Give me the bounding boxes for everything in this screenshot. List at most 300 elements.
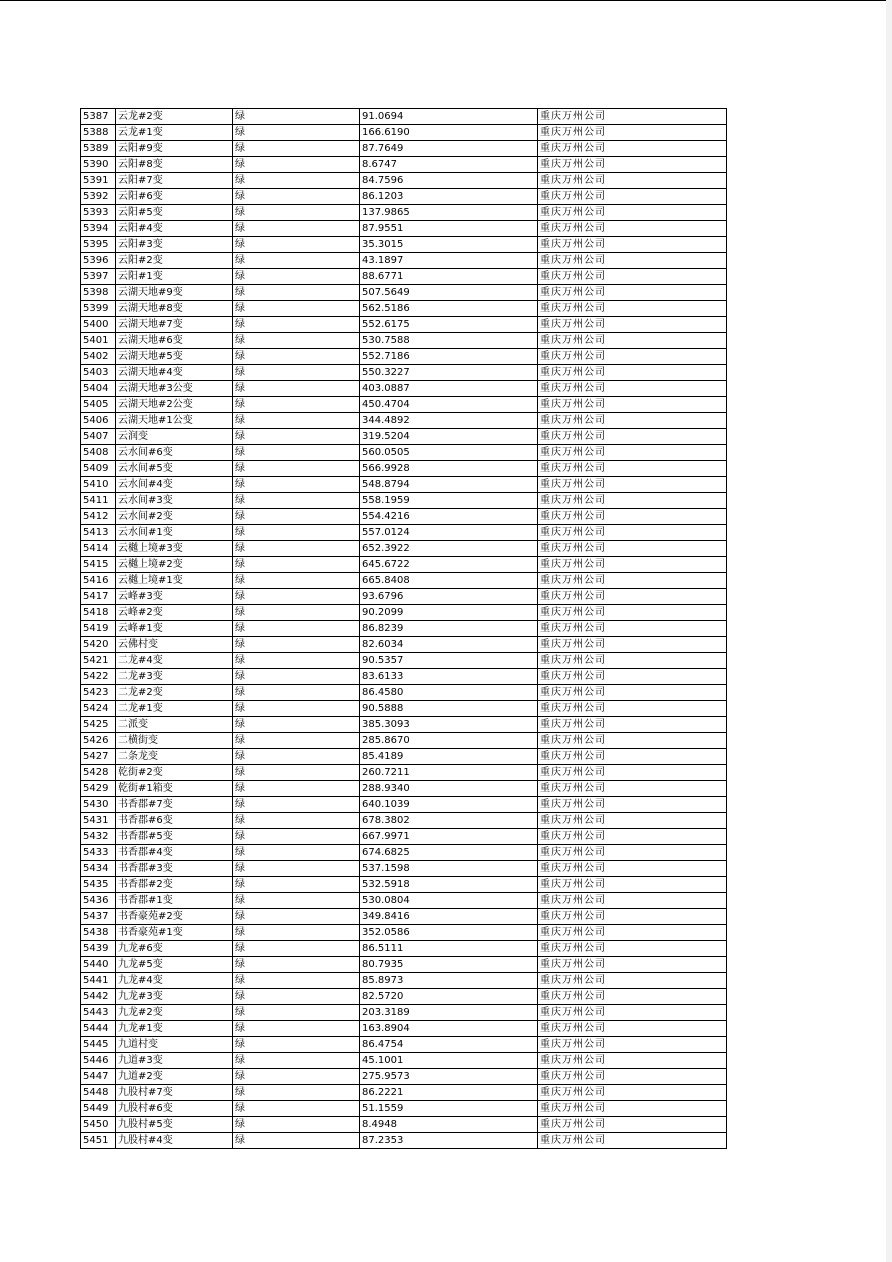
company-cell: 重庆万州公司 [538, 1053, 727, 1069]
table-row [81, 173, 727, 189]
status-color-cell: 绿 [233, 365, 360, 381]
table-row [81, 381, 727, 397]
value-cell: 87.9551 [360, 221, 538, 237]
transformer-name-cell: 云水间#5变 [116, 461, 233, 477]
company-cell: 重庆万州公司 [538, 221, 727, 237]
transformer-name-cell: 云峰#2变 [116, 605, 233, 621]
table-row [81, 829, 727, 845]
value-cell: 665.8408 [360, 573, 538, 589]
company-cell: 重庆万州公司 [538, 637, 727, 653]
table-row [81, 269, 727, 285]
transformer-name-cell: 云湖天地#7变 [116, 317, 233, 333]
company-cell: 重庆万州公司 [538, 685, 727, 701]
transformer-name-cell: 云阳#9变 [116, 141, 233, 157]
company-cell: 重庆万州公司 [538, 701, 727, 717]
status-color-cell: 绿 [233, 477, 360, 493]
status-color-cell: 绿 [233, 653, 360, 669]
company-cell: 重庆万州公司 [538, 285, 727, 301]
transformer-name-cell: 二龙#3变 [116, 669, 233, 685]
value-cell: 507.5649 [360, 285, 538, 301]
company-cell: 重庆万州公司 [538, 717, 727, 733]
table-row [81, 541, 727, 557]
row-id-cell: 5443 [81, 1005, 116, 1021]
transformer-name-cell: 云阳#3变 [116, 237, 233, 253]
transformer-name-cell: 云峰#3变 [116, 589, 233, 605]
row-id-cell: 5437 [81, 909, 116, 925]
row-id-cell: 5402 [81, 349, 116, 365]
row-id-cell: 5406 [81, 413, 116, 429]
transformer-name-cell: 云龙#2变 [116, 109, 233, 125]
company-cell: 重庆万州公司 [538, 541, 727, 557]
transformer-name-cell: 云阳#1变 [116, 269, 233, 285]
transformer-name-cell: 云阳#8变 [116, 157, 233, 173]
page-top-border [0, 0, 892, 1]
row-id-cell: 5440 [81, 957, 116, 973]
value-cell: 87.2353 [360, 1133, 538, 1149]
table-row [81, 605, 727, 621]
value-cell: 82.5720 [360, 989, 538, 1005]
status-color-cell: 绿 [233, 173, 360, 189]
row-id-cell: 5448 [81, 1085, 116, 1101]
value-cell: 85.8973 [360, 973, 538, 989]
status-color-cell: 绿 [233, 861, 360, 877]
table-row [81, 285, 727, 301]
company-cell: 重庆万州公司 [538, 621, 727, 637]
company-cell: 重庆万州公司 [538, 957, 727, 973]
row-id-cell: 5411 [81, 493, 116, 509]
company-cell: 重庆万州公司 [538, 365, 727, 381]
status-color-cell: 绿 [233, 125, 360, 141]
table-row [81, 1005, 727, 1021]
value-cell: 403.0887 [360, 381, 538, 397]
value-cell: 352.0586 [360, 925, 538, 941]
company-cell: 重庆万州公司 [538, 925, 727, 941]
status-color-cell: 绿 [233, 269, 360, 285]
table-row [81, 157, 727, 173]
company-cell: 重庆万州公司 [538, 397, 727, 413]
value-cell: 86.8239 [360, 621, 538, 637]
table-row [81, 941, 727, 957]
table-row [81, 1101, 727, 1117]
status-color-cell: 绿 [233, 1005, 360, 1021]
transformer-name-cell: 九股村#4变 [116, 1133, 233, 1149]
transformer-name-cell: 九龙#6变 [116, 941, 233, 957]
status-color-cell: 绿 [233, 1085, 360, 1101]
company-cell: 重庆万州公司 [538, 669, 727, 685]
transformer-name-cell: 书香郡#1变 [116, 893, 233, 909]
table-row [81, 621, 727, 637]
status-color-cell: 绿 [233, 1021, 360, 1037]
company-cell: 重庆万州公司 [538, 525, 727, 541]
transformer-name-cell: 云水间#1变 [116, 525, 233, 541]
company-cell: 重庆万州公司 [538, 477, 727, 493]
transformer-name-cell: 云水间#6变 [116, 445, 233, 461]
transformer-name-cell: 九股村#6变 [116, 1101, 233, 1117]
table-row [81, 125, 727, 141]
status-color-cell: 绿 [233, 941, 360, 957]
status-color-cell: 绿 [233, 765, 360, 781]
table-row [81, 493, 727, 509]
row-id-cell: 5431 [81, 813, 116, 829]
company-cell: 重庆万州公司 [538, 173, 727, 189]
transformer-name-cell: 云湖天地#5变 [116, 349, 233, 365]
table-row [81, 781, 727, 797]
value-cell: 532.5918 [360, 877, 538, 893]
value-cell: 652.3922 [360, 541, 538, 557]
status-color-cell: 绿 [233, 925, 360, 941]
transformer-name-cell: 云樾上境#3变 [116, 541, 233, 557]
transformer-name-cell: 九龙#3变 [116, 989, 233, 1005]
company-cell: 重庆万州公司 [538, 1021, 727, 1037]
transformer-name-cell: 九龙#2变 [116, 1005, 233, 1021]
transformer-name-cell: 书香豪苑#2变 [116, 909, 233, 925]
company-cell: 重庆万州公司 [538, 781, 727, 797]
status-color-cell: 绿 [233, 813, 360, 829]
value-cell: 43.1897 [360, 253, 538, 269]
page-edge-strip [886, 0, 892, 1262]
transformer-name-cell: 云湖天地#2公变 [116, 397, 233, 413]
value-cell: 530.0804 [360, 893, 538, 909]
transformer-name-cell: 云湖天地#1公变 [116, 413, 233, 429]
value-cell: 288.9340 [360, 781, 538, 797]
transformer-name-cell: 九龙#4变 [116, 973, 233, 989]
transformer-name-cell: 云峰#1变 [116, 621, 233, 637]
value-cell: 566.9928 [360, 461, 538, 477]
value-cell: 550.3227 [360, 365, 538, 381]
row-id-cell: 5388 [81, 125, 116, 141]
row-id-cell: 5400 [81, 317, 116, 333]
row-id-cell: 5403 [81, 365, 116, 381]
company-cell: 重庆万州公司 [538, 765, 727, 781]
transformer-name-cell: 九龙#1变 [116, 1021, 233, 1037]
status-color-cell: 绿 [233, 301, 360, 317]
row-id-cell: 5394 [81, 221, 116, 237]
transformer-name-cell: 书香郡#7变 [116, 797, 233, 813]
transformer-name-cell: 云樾上境#1变 [116, 573, 233, 589]
status-color-cell: 绿 [233, 237, 360, 253]
table-row [81, 1085, 727, 1101]
status-color-cell: 绿 [233, 205, 360, 221]
row-id-cell: 5391 [81, 173, 116, 189]
row-id-cell: 5417 [81, 589, 116, 605]
row-id-cell: 5432 [81, 829, 116, 845]
table-row [81, 509, 727, 525]
company-cell: 重庆万州公司 [538, 733, 727, 749]
company-cell: 重庆万州公司 [538, 205, 727, 221]
status-color-cell: 绿 [233, 413, 360, 429]
value-cell: 552.7186 [360, 349, 538, 365]
status-color-cell: 绿 [233, 525, 360, 541]
transformer-name-cell: 二龙#4变 [116, 653, 233, 669]
company-cell: 重庆万州公司 [538, 349, 727, 365]
company-cell: 重庆万州公司 [538, 333, 727, 349]
value-cell: 645.6722 [360, 557, 538, 573]
table-row [81, 717, 727, 733]
row-id-cell: 5446 [81, 1053, 116, 1069]
transformer-name-cell: 云阳#2变 [116, 253, 233, 269]
value-cell: 203.3189 [360, 1005, 538, 1021]
value-cell: 45.1001 [360, 1053, 538, 1069]
table-row [81, 109, 727, 125]
table-row [81, 557, 727, 573]
status-color-cell: 绿 [233, 109, 360, 125]
company-cell: 重庆万州公司 [538, 989, 727, 1005]
value-cell: 674.6825 [360, 845, 538, 861]
table-row [81, 1117, 727, 1133]
transformer-name-cell: 云佛村变 [116, 637, 233, 653]
status-color-cell: 绿 [233, 333, 360, 349]
transformer-name-cell: 云湖天地#6变 [116, 333, 233, 349]
value-cell: 450.4704 [360, 397, 538, 413]
table-row [81, 413, 727, 429]
status-color-cell: 绿 [233, 317, 360, 333]
table-row [81, 333, 727, 349]
row-id-cell: 5404 [81, 381, 116, 397]
status-color-cell: 绿 [233, 461, 360, 477]
transformer-name-cell: 九道#3变 [116, 1053, 233, 1069]
value-cell: 163.8904 [360, 1021, 538, 1037]
company-cell: 重庆万州公司 [538, 109, 727, 125]
company-cell: 重庆万州公司 [538, 1069, 727, 1085]
table-row [81, 1021, 727, 1037]
company-cell: 重庆万州公司 [538, 1101, 727, 1117]
status-color-cell: 绿 [233, 157, 360, 173]
table-row [81, 237, 727, 253]
company-cell: 重庆万州公司 [538, 381, 727, 397]
transformer-name-cell: 九龙#5变 [116, 957, 233, 973]
row-id-cell: 5420 [81, 637, 116, 653]
transformer-data-table [80, 108, 727, 1149]
value-cell: 552.6175 [360, 317, 538, 333]
transformer-name-cell: 九道村变 [116, 1037, 233, 1053]
table-row [81, 1037, 727, 1053]
status-color-cell: 绿 [233, 797, 360, 813]
transformer-name-cell: 云龙#1变 [116, 125, 233, 141]
status-color-cell: 绿 [233, 701, 360, 717]
company-cell: 重庆万州公司 [538, 253, 727, 269]
status-color-cell: 绿 [233, 429, 360, 445]
status-color-cell: 绿 [233, 909, 360, 925]
value-cell: 640.1039 [360, 797, 538, 813]
row-id-cell: 5416 [81, 573, 116, 589]
value-cell: 554.4216 [360, 509, 538, 525]
company-cell: 重庆万州公司 [538, 493, 727, 509]
value-cell: 562.5186 [360, 301, 538, 317]
row-id-cell: 5389 [81, 141, 116, 157]
status-color-cell: 绿 [233, 669, 360, 685]
row-id-cell: 5439 [81, 941, 116, 957]
row-id-cell: 5393 [81, 205, 116, 221]
company-cell: 重庆万州公司 [538, 301, 727, 317]
value-cell: 82.6034 [360, 637, 538, 653]
row-id-cell: 5399 [81, 301, 116, 317]
status-color-cell: 绿 [233, 445, 360, 461]
row-id-cell: 5450 [81, 1117, 116, 1133]
table-row [81, 429, 727, 445]
status-color-cell: 绿 [233, 557, 360, 573]
table-row [81, 525, 727, 541]
value-cell: 87.7649 [360, 141, 538, 157]
row-id-cell: 5438 [81, 925, 116, 941]
status-color-cell: 绿 [233, 1101, 360, 1117]
table-row [81, 653, 727, 669]
status-color-cell: 绿 [233, 605, 360, 621]
status-color-cell: 绿 [233, 749, 360, 765]
transformer-name-cell: 书香郡#6变 [116, 813, 233, 829]
transformer-name-cell: 书香郡#2变 [116, 877, 233, 893]
company-cell: 重庆万州公司 [538, 557, 727, 573]
company-cell: 重庆万州公司 [538, 429, 727, 445]
table-row [81, 749, 727, 765]
status-color-cell: 绿 [233, 1037, 360, 1053]
status-color-cell: 绿 [233, 381, 360, 397]
value-cell: 548.8794 [360, 477, 538, 493]
value-cell: 86.4754 [360, 1037, 538, 1053]
row-id-cell: 5421 [81, 653, 116, 669]
value-cell: 86.2221 [360, 1085, 538, 1101]
row-id-cell: 5424 [81, 701, 116, 717]
transformer-name-cell: 云阳#5变 [116, 205, 233, 221]
value-cell: 88.6771 [360, 269, 538, 285]
value-cell: 80.7935 [360, 957, 538, 973]
company-cell: 重庆万州公司 [538, 861, 727, 877]
table-row [81, 813, 727, 829]
row-id-cell: 5397 [81, 269, 116, 285]
status-color-cell: 绿 [233, 973, 360, 989]
value-cell: 557.0124 [360, 525, 538, 541]
company-cell: 重庆万州公司 [538, 509, 727, 525]
value-cell: 560.0505 [360, 445, 538, 461]
transformer-name-cell: 云阳#7变 [116, 173, 233, 189]
value-cell: 558.1959 [360, 493, 538, 509]
company-cell: 重庆万州公司 [538, 1085, 727, 1101]
transformer-name-cell: 书香豪苑#1变 [116, 925, 233, 941]
status-color-cell: 绿 [233, 893, 360, 909]
transformer-name-cell: 云阳#6变 [116, 189, 233, 205]
transformer-name-cell: 二条龙变 [116, 749, 233, 765]
status-color-cell: 绿 [233, 637, 360, 653]
company-cell: 重庆万州公司 [538, 125, 727, 141]
row-id-cell: 5428 [81, 765, 116, 781]
status-color-cell: 绿 [233, 141, 360, 157]
status-color-cell: 绿 [233, 1069, 360, 1085]
table-row [81, 477, 727, 493]
row-id-cell: 5434 [81, 861, 116, 877]
transformer-name-cell: 云湖天地#9变 [116, 285, 233, 301]
transformer-name-cell: 云樾上境#2变 [116, 557, 233, 573]
status-color-cell: 绿 [233, 1117, 360, 1133]
value-cell: 86.4580 [360, 685, 538, 701]
status-color-cell: 绿 [233, 349, 360, 365]
row-id-cell: 5442 [81, 989, 116, 1005]
table-row [81, 1069, 727, 1085]
value-cell: 86.1203 [360, 189, 538, 205]
company-cell: 重庆万州公司 [538, 461, 727, 477]
status-color-cell: 绿 [233, 877, 360, 893]
table-row [81, 205, 727, 221]
row-id-cell: 5410 [81, 477, 116, 493]
row-id-cell: 5423 [81, 685, 116, 701]
transformer-name-cell: 乾街#2变 [116, 765, 233, 781]
table-row [81, 957, 727, 973]
transformer-name-cell: 云阳#4变 [116, 221, 233, 237]
company-cell: 重庆万州公司 [538, 1037, 727, 1053]
company-cell: 重庆万州公司 [538, 589, 727, 605]
status-color-cell: 绿 [233, 781, 360, 797]
row-id-cell: 5395 [81, 237, 116, 253]
table-row [81, 877, 727, 893]
transformer-name-cell: 二龙#2变 [116, 685, 233, 701]
table-row [81, 669, 727, 685]
transformer-name-cell: 云水间#2变 [116, 509, 233, 525]
value-cell: 319.5204 [360, 429, 538, 445]
row-id-cell: 5426 [81, 733, 116, 749]
value-cell: 91.0694 [360, 109, 538, 125]
table-row [81, 893, 727, 909]
company-cell: 重庆万州公司 [538, 941, 727, 957]
table-row [81, 637, 727, 653]
value-cell: 8.4948 [360, 1117, 538, 1133]
row-id-cell: 5436 [81, 893, 116, 909]
row-id-cell: 5419 [81, 621, 116, 637]
company-cell: 重庆万州公司 [538, 237, 727, 253]
transformer-name-cell: 云水间#3变 [116, 493, 233, 509]
row-id-cell: 5387 [81, 109, 116, 125]
value-cell: 8.6747 [360, 157, 538, 173]
row-id-cell: 5427 [81, 749, 116, 765]
status-color-cell: 绿 [233, 397, 360, 413]
row-id-cell: 5422 [81, 669, 116, 685]
row-id-cell: 5413 [81, 525, 116, 541]
value-cell: 86.5111 [360, 941, 538, 957]
status-color-cell: 绿 [233, 573, 360, 589]
company-cell: 重庆万州公司 [538, 605, 727, 621]
table-body [81, 109, 727, 1149]
table-row [81, 189, 727, 205]
transformer-name-cell: 乾街#1箱变 [116, 781, 233, 797]
value-cell: 51.1559 [360, 1101, 538, 1117]
table-row [81, 573, 727, 589]
table-row [81, 989, 727, 1005]
row-id-cell: 5444 [81, 1021, 116, 1037]
transformer-name-cell: 九股村#7变 [116, 1085, 233, 1101]
company-cell: 重庆万州公司 [538, 877, 727, 893]
table-row [81, 253, 727, 269]
status-color-cell: 绿 [233, 621, 360, 637]
value-cell: 93.6796 [360, 589, 538, 605]
transformer-name-cell: 云润变 [116, 429, 233, 445]
table-row [81, 973, 727, 989]
row-id-cell: 5414 [81, 541, 116, 557]
company-cell: 重庆万州公司 [538, 1005, 727, 1021]
row-id-cell: 5433 [81, 845, 116, 861]
value-cell: 84.7596 [360, 173, 538, 189]
row-id-cell: 5430 [81, 797, 116, 813]
value-cell: 385.3093 [360, 717, 538, 733]
transformer-name-cell: 二派变 [116, 717, 233, 733]
row-id-cell: 5441 [81, 973, 116, 989]
table-row [81, 445, 727, 461]
company-cell: 重庆万州公司 [538, 157, 727, 173]
table-row [81, 861, 727, 877]
table-row [81, 765, 727, 781]
row-id-cell: 5405 [81, 397, 116, 413]
table-row [81, 221, 727, 237]
value-cell: 90.2099 [360, 605, 538, 621]
transformer-name-cell: 二龙#1变 [116, 701, 233, 717]
row-id-cell: 5409 [81, 461, 116, 477]
row-id-cell: 5429 [81, 781, 116, 797]
